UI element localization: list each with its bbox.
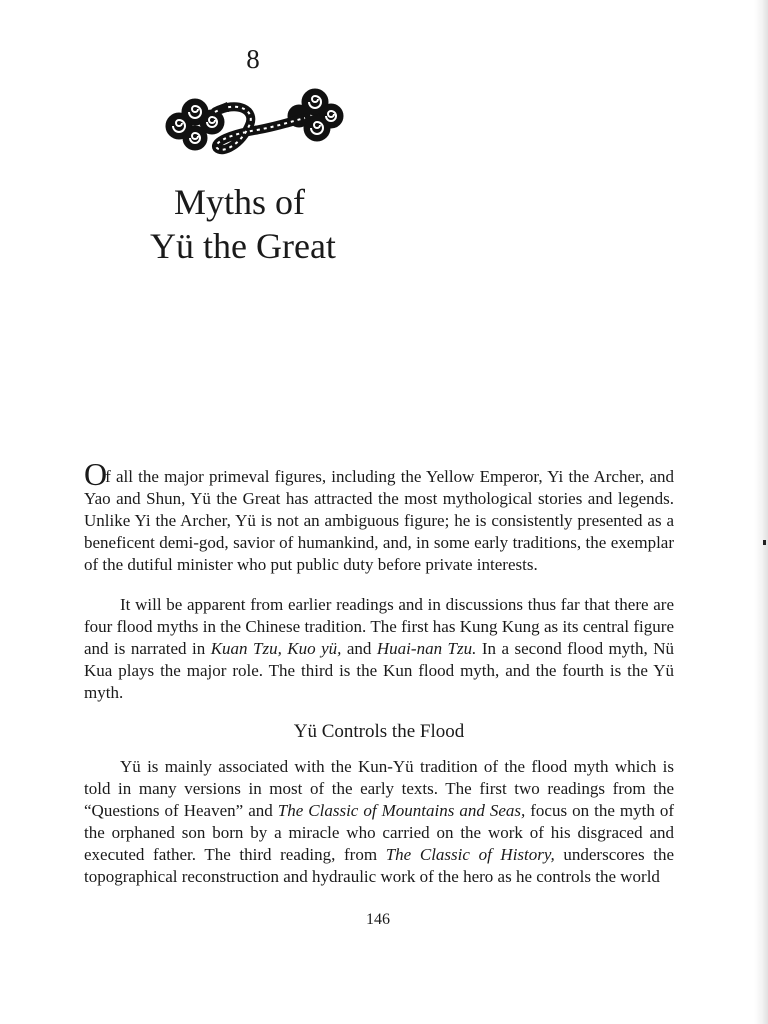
chapter-title-line-1: Myths of xyxy=(174,182,306,222)
intro-paragraph xyxy=(84,456,674,576)
section-heading: Yü Controls the Flood xyxy=(293,721,465,742)
paragraph-text: Yü is mainly associated with the Kun-Yü tradition of the flood myth which is told in many versions in most of the early texts. The first two readings from the “Questions of Heaven” and xyxy=(84,757,674,820)
paragraph-text: In a second flood myth, Nü Kua plays the major role. The third is the Kun flood myth, and the fourth is the Yü myth. xyxy=(84,639,674,702)
paragraph-text: underscores the topographical reconstruction and hydraulic work of the hero as he controls the world xyxy=(84,845,674,886)
scan-speck xyxy=(763,540,766,545)
chapter-number: 8 xyxy=(246,44,260,74)
paragraph-text: It will be apparent from earlier readings and in discussions thus far that there are four flood myths in the Chinese tradition. The first has Kung Kung as its central figure and is narrated in xyxy=(84,595,674,658)
book-title: The Classic of Mountains and Seas, xyxy=(277,801,526,820)
page-edge-shadow xyxy=(754,0,768,1024)
page-number: 146 xyxy=(366,911,390,928)
flood-myths-paragraph xyxy=(84,594,674,704)
paragraph-text: focus on the myth of the orphaned son born by a miracle who carried on the work of his disgraced and executed father. The third reading, from xyxy=(84,801,675,864)
drop-cap: O xyxy=(84,456,106,492)
intro-paragraph-text: f all the major primeval figures, including the Yellow Emperor, Yi the Archer, and Yao and Shun, Yü the Great has attracted the most mythological stories and legends. Unlike Yi the Archer, Yü is not an ambiguous figure; he is consistently presented as a beneficent demi-god, savior of humankind, and, in some early traditions, the exemplar of the dutiful minister who put public duty before private interests. xyxy=(84,467,674,574)
book-title: The Classic of History, xyxy=(385,845,555,864)
cloud-serpent-ornament-icon xyxy=(157,82,353,162)
chapter-title-line-2: Yü the Great xyxy=(150,226,336,266)
paragraph-text: and xyxy=(341,639,377,658)
book-title: Huai-nan Tzu. xyxy=(376,639,477,658)
section-paragraph xyxy=(84,756,674,888)
book-title: Kuan Tzu, Kuo yü, xyxy=(210,639,342,658)
chapter-title xyxy=(150,180,390,268)
